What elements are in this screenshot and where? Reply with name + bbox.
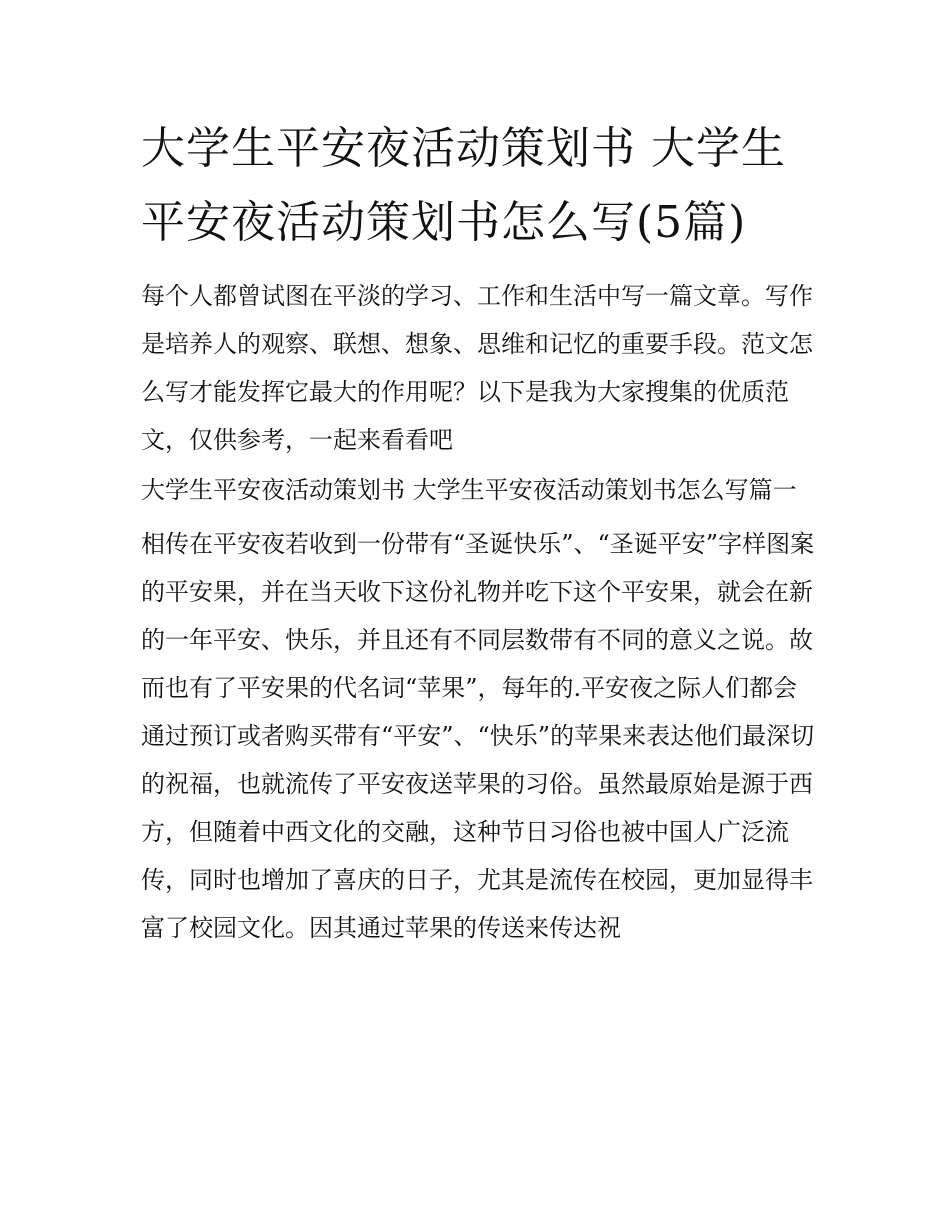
document-content: [141, 112, 821, 952]
document-title: 大学生平安夜活动策划书 大学生平安夜活动策划书怎么写(5篇): [141, 123, 786, 248]
intro-paragraph: 每个人都曾试图在平淡的学习、工作和生活中写一篇文章。写作是培养人的观察、联想、想象、思维和记忆的重要手段。范文怎么写才能发挥它最大的作用呢？以下是我为大家搜集的优质范文，仅供参考，一起来看看吧: [141, 282, 813, 454]
section-body-paragraph: 相传在平安夜若收到一份带有“圣诞快乐”、“圣诞平安”字样图案的平安果，并在当天收下这份礼物并吃下这个平安果，就会在新的一年平安、快乐，并且还有不同层数带有不同的意义之说。故而也有了平安果的代名词“苹果”，每年的.平安夜之际人们都会通过预订或者购买带有“平安”、“快乐”的苹果来表达他们最深切的祝福，也就流传了平安夜送苹果的习俗。虽然最原始是源于西方，但随着中西文化的交融，这种节日习俗也被中国人广泛流传，同时也增加了喜庆的日子，尤其是流传在校园，更加显得丰富了校园文化。因其通过苹果的传送来传达祝: [141, 530, 815, 942]
section-heading: 大学生平安夜活动策划书 大学生平安夜活动策划书怎么写篇一: [141, 476, 797, 504]
